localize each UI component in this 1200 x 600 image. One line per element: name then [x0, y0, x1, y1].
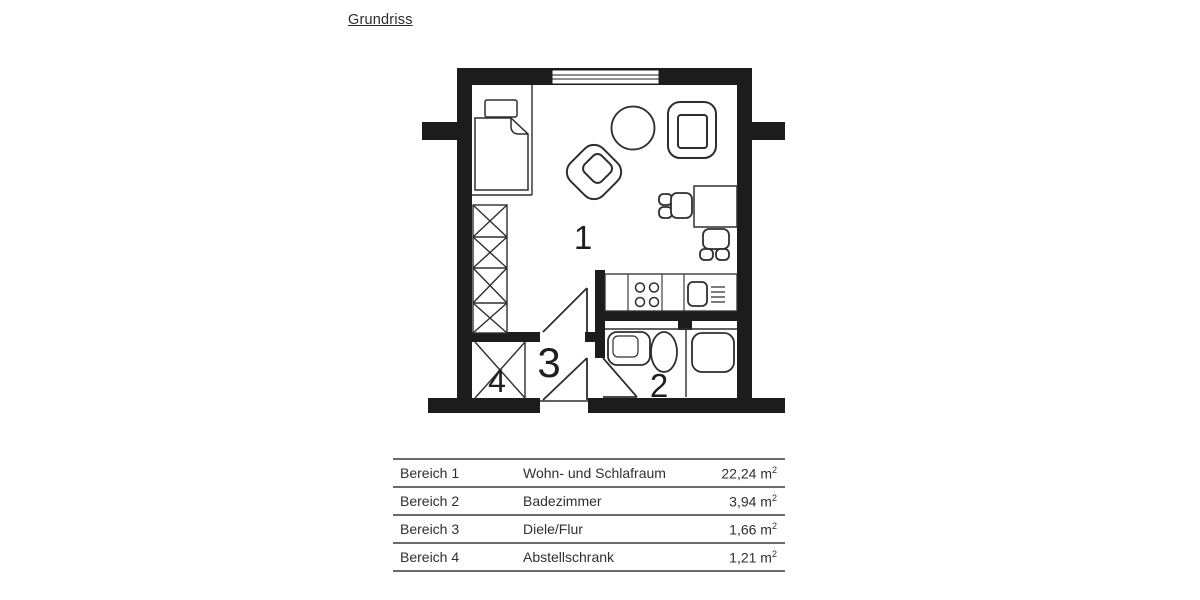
toilet-icon — [651, 332, 677, 372]
room-size: 1,21 $m^2$ — [729, 548, 777, 566]
table-row — [393, 488, 785, 516]
bathroom — [608, 332, 734, 372]
area-id: Bereich 1 — [400, 465, 460, 481]
window — [552, 70, 659, 84]
area-table — [393, 458, 785, 572]
room-size: 3,94 $m^2$ — [729, 492, 777, 510]
page-title: Grundriss — [348, 12, 413, 28]
bed — [475, 100, 528, 190]
shower-icon — [692, 333, 734, 372]
kitchen-counter — [605, 274, 737, 311]
table-row — [393, 516, 785, 544]
room-name: Diele/Flur — [523, 521, 583, 537]
table-row — [393, 544, 785, 572]
room-name: Abstellschrank — [523, 549, 615, 565]
room-size: 22,24 $m^2$ — [721, 464, 777, 482]
door-living — [543, 288, 587, 332]
room-label-4: 4 — [488, 363, 506, 399]
easy-chair-rotated — [561, 139, 626, 204]
armchair — [668, 102, 716, 158]
room-size: 1,66 $m^2$ — [729, 520, 777, 538]
room-label-3: 3 — [537, 339, 561, 386]
room-label-2: 2 — [649, 367, 669, 404]
table-row — [393, 460, 785, 488]
room-name: Wohn- und Schlafraum — [523, 465, 666, 481]
room-label-1: 1 — [573, 219, 593, 256]
area-id: Bereich 2 — [400, 493, 460, 509]
floor-plan — [415, 60, 790, 425]
desk-chair-left — [659, 193, 692, 218]
pillow — [485, 100, 517, 117]
sink-icon — [688, 282, 707, 306]
desk — [694, 186, 737, 227]
room-name: Badezimmer — [523, 493, 602, 509]
mattress — [475, 118, 528, 190]
desk-chair-bottom — [700, 229, 729, 260]
area-id: Bereich 4 — [400, 549, 460, 565]
area-id: Bereich 3 — [400, 521, 460, 537]
round-table — [612, 107, 655, 150]
washbasin-icon — [608, 332, 650, 365]
wardrobe — [473, 205, 507, 333]
